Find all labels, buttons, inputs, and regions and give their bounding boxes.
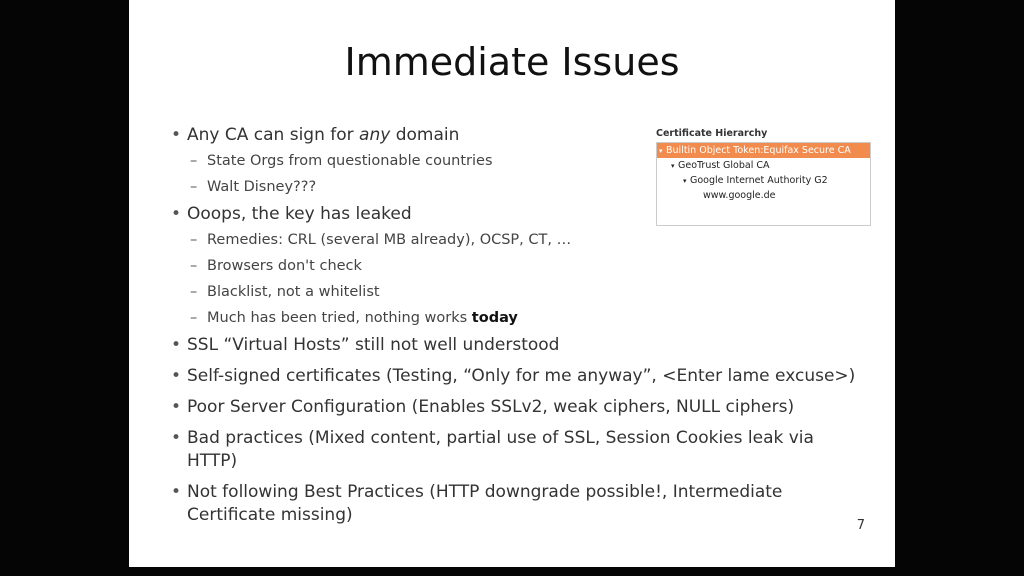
sub-bullet-list — [187, 230, 869, 328]
tree-item-label: Builtin Object Token:Equifax Secure CA — [666, 145, 851, 156]
tree-item-www-google-de[interactable] — [657, 188, 870, 203]
certificate-tree — [656, 142, 871, 226]
bullet-item: • Bad practices (Mixed content, partial use of SSL, Session Cookies leak via HTTP) — [169, 427, 869, 473]
bullet-text: Any CA can sign for — [187, 125, 360, 145]
sub-bullet-item: – Remedies: CRL (several MB already), OCSP, CT, … — [187, 230, 869, 250]
expand-triangle-icon[interactable]: ▾ — [659, 147, 663, 155]
sub-bullet-strong: today — [471, 310, 518, 326]
sub-bullet-text: Much has been tried, nothing works — [207, 310, 472, 326]
sub-bullet-item: – Blacklist, not a whitelist — [187, 282, 869, 302]
tree-item-label: www.google.de — [703, 190, 776, 201]
certificate-hierarchy-panel — [656, 126, 871, 228]
sub-bullet-item: – Walt Disney??? — [187, 177, 869, 197]
bullet-item: • Not following Best Practices (HTTP downgrade possible!, Intermediate Certificate missing) — [169, 481, 869, 527]
tree-item-label: Google Internet Authority G2 — [690, 175, 828, 186]
tree-item-geotrust[interactable] — [657, 158, 870, 173]
bullet-text: Ooops, the key has leaked — [187, 204, 412, 224]
slide — [129, 0, 895, 567]
expand-triangle-icon[interactable]: ▾ — [671, 162, 675, 170]
bullet-text: domain — [390, 125, 460, 145]
sub-bullet-item — [187, 308, 869, 328]
page-number: 7 — [856, 518, 865, 533]
sub-bullet-item: – State Orgs from questionable countries — [187, 151, 869, 171]
bullet-emphasis: any — [359, 125, 391, 145]
bullet-item: • Self-signed certificates (Testing, “Only for me anyway”, <Enter lame excuse>) — [169, 365, 869, 388]
tree-item-equifax[interactable] — [657, 143, 870, 158]
slide-title: Immediate Issues — [344, 40, 680, 84]
certificate-hierarchy-title: Certificate Hierarchy — [656, 128, 768, 139]
expand-triangle-icon[interactable]: ▾ — [683, 177, 687, 185]
tree-item-google-g2[interactable] — [657, 173, 870, 188]
bullet-item: • Poor Server Configuration (Enables SSLv2, weak ciphers, NULL ciphers) — [169, 396, 869, 419]
tree-item-label: GeoTrust Global CA — [678, 160, 770, 171]
bullet-item: • SSL “Virtual Hosts” still not well understood — [169, 334, 869, 357]
sub-bullet-item: – Browsers don't check — [187, 256, 869, 276]
